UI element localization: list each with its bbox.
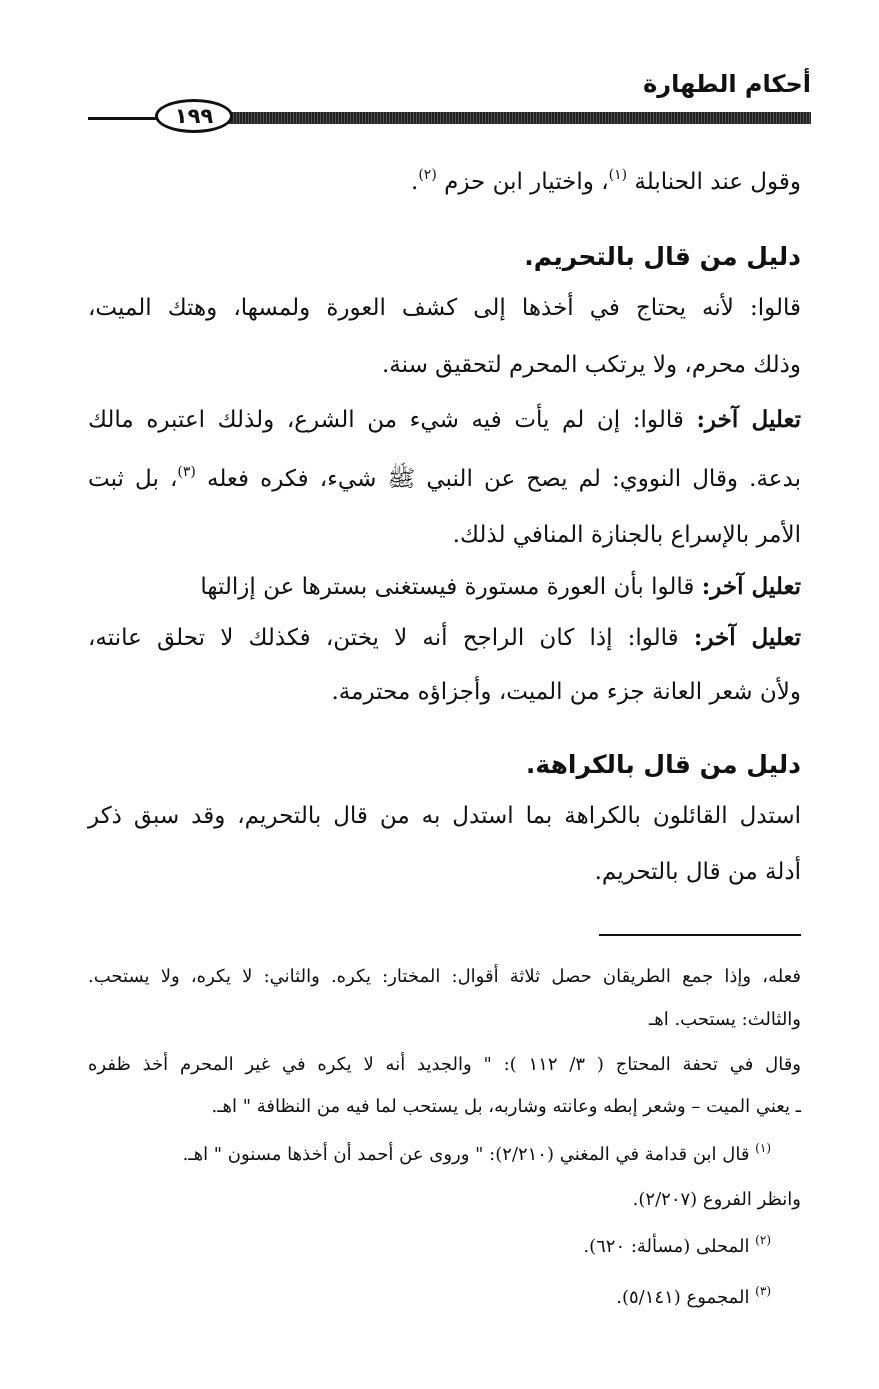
footnote-line: ـ يعني الميت – وشعر إبطه وعانته وشاربه، بل يستحب لما فيه من النظافة " اهـ. [211, 1096, 801, 1117]
footnote-line: وانظر الفروع (٢/٢٠٧). [632, 1189, 801, 1210]
text-run: قالوا بأن العورة مستورة فيستغنى بسترها عن إزالتها [200, 574, 702, 600]
text-line [88, 400, 801, 440]
text-run: قالوا: إذا كان الراجح أنه لا يختن، فكذلك لا تحلق عانته، [88, 625, 694, 651]
footnote-marker: (٣) [755, 1284, 771, 1298]
text-line [88, 459, 801, 502]
text-run: . [411, 169, 419, 195]
footnote-separator [599, 934, 801, 936]
text-line [88, 567, 801, 607]
running-header-title: أحكام الطهارة [643, 70, 811, 98]
header-rule [225, 112, 811, 124]
footnote-line: وقال في تحفة المحتاج ( ٣/ ١١٢ ): " والجديد أنه لا يكره في غير المحرم أخذ ظفره [88, 1054, 801, 1075]
page-number: ١٩٩ [174, 104, 214, 128]
footnote-text: المجموع (٥/١٤١). [616, 1287, 756, 1308]
text-run: ، بل ثبت [88, 466, 178, 492]
text-line [88, 162, 801, 205]
text-run: بدعة. وقال النووي: لم يصح عن النبي ﷺ شيء، فكره فعله [195, 466, 801, 492]
reasoning-label: تعليل آخر: [693, 624, 801, 651]
text-line: الأمر بالإسراع بالجنازة المنافي لذلك. [452, 522, 801, 548]
section-heading: دليل من قال بالتحريم. [524, 242, 801, 271]
text-line: ولأن شعر العانة جزء من الميت، وأجزاؤه محترمة. [331, 679, 801, 705]
footnote-marker: (٢) [755, 1233, 771, 1247]
footnote-text: قال ابن قدامة في المغني (٢/٢١٠): " وروى عن أحمد أن أخذها مسنون " اهـ. [182, 1144, 756, 1165]
footnote-line: فعله، وإذا جمع الطريقان حصل ثلاثة أقوال: المختار: يكره. والثاني: لا يكره، ولا يستحب. [88, 966, 801, 987]
text-line: وذلك محرم، ولا يرتكب المحرم لتحقيق سنة. [381, 352, 801, 378]
text-line: أدلة من قال بالتحريم. [594, 859, 801, 885]
text-line: استدل القائلون بالكراهة بما استدل به من قال بالتحريم، وقد سبق ذكر [88, 803, 801, 829]
text-run: ، واختيار ابن حزم [436, 169, 609, 195]
reasoning-label: تعليل آخر: [701, 573, 801, 600]
footnote-1 [88, 1140, 771, 1171]
text-line: قالوا: لأنه يحتاج في أخذها إلى كشف العورة ولمسها، وهتك الميت، [88, 295, 801, 321]
footnote-2 [88, 1232, 771, 1263]
footnote-ref: (٣) [177, 464, 196, 480]
header-rule-left [88, 117, 162, 120]
footnote-ref: (١) [608, 167, 628, 183]
footnote-text: المحلى (مسألة: ٦٢٠). [583, 1236, 756, 1257]
section-heading: دليل من قال بالكراهة. [525, 750, 801, 779]
text-run: قالوا: إن لم يأت فيه شيء من الشرع، ولذلك اعتبره مالك [88, 407, 697, 433]
footnote-line: والثالث: يستحب. اهـ [648, 1009, 801, 1030]
footnote-marker: (١) [755, 1141, 771, 1155]
reasoning-label: تعليل آخر: [696, 406, 801, 433]
footnote-ref: (٢) [418, 167, 437, 183]
text-line [88, 618, 801, 658]
footnote-3 [88, 1283, 771, 1314]
text-run: وقول عند الحنابلة [627, 169, 801, 195]
